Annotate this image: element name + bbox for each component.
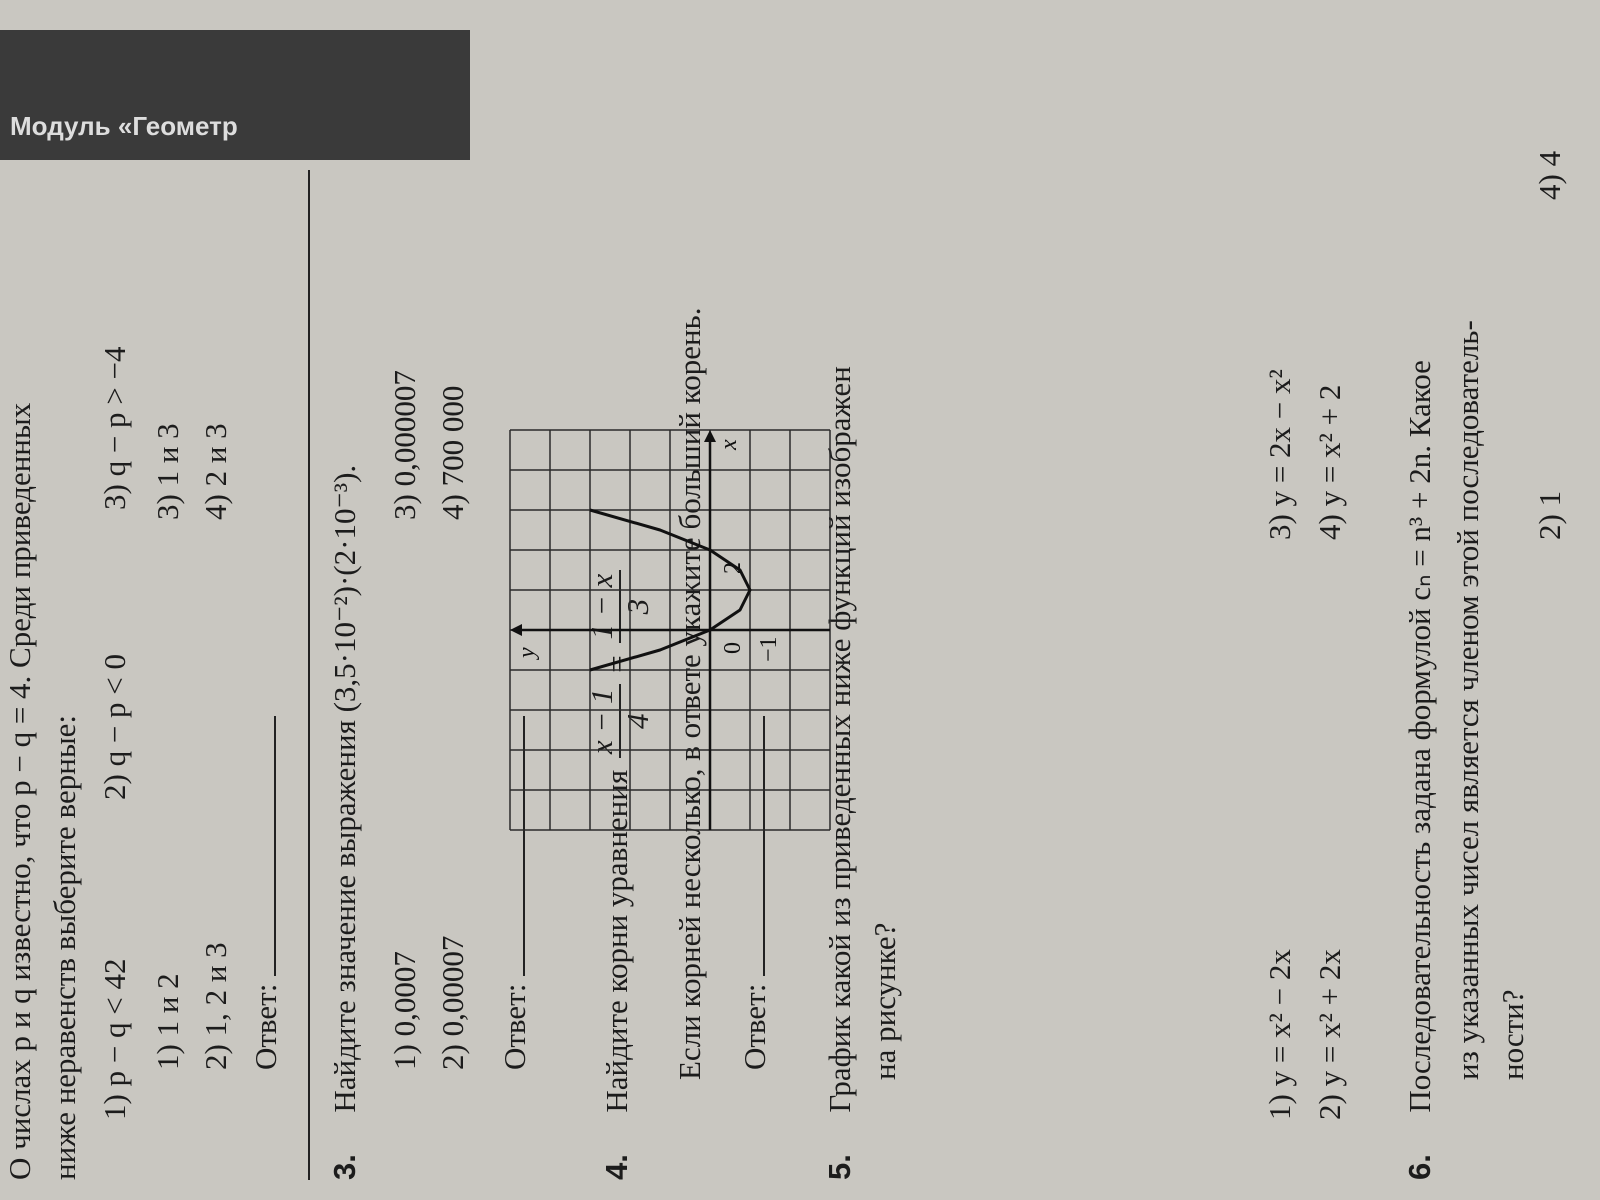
task3-option-4: 4) 700 000 xyxy=(435,385,470,520)
task2-option-1: 1) 1 и 2 xyxy=(150,973,185,1070)
task3-statement xyxy=(325,465,365,1180)
task2-option-3: 3) 1 и 3 xyxy=(150,423,185,520)
task6-number: 6. xyxy=(1402,1154,1437,1180)
y-axis-arrow xyxy=(510,624,522,636)
task5-number: 5. xyxy=(822,1154,857,1180)
task4-prompt: Найдите корни уравнения xyxy=(599,769,635,1113)
tick-label: 2 xyxy=(720,562,746,574)
denominator: 4 xyxy=(620,713,656,730)
task2-intro: О числах p и q известно, что p − q = 4. Среди приведенных xyxy=(2,402,37,1180)
divider xyxy=(308,170,310,1180)
task2-ineq-1: 1) p − q < 42 xyxy=(97,958,132,1120)
task2-ineq-2: 2) q − p < 0 xyxy=(97,653,132,800)
y-axis-label: y xyxy=(514,647,540,658)
task3-option-1: 1) 0,0007 xyxy=(387,951,422,1070)
task2-answer xyxy=(246,716,286,1070)
denominator: 3 xyxy=(620,598,656,615)
tick-label: 0 xyxy=(720,642,746,654)
answer-label: Ответ: xyxy=(497,983,532,1070)
answer-label: Ответ: xyxy=(248,983,283,1070)
task3-expression: (3,5·10⁻²)·(2·10⁻³). xyxy=(327,464,362,713)
tick-label: −1 xyxy=(756,636,782,662)
equals-sign: = xyxy=(599,655,635,673)
task2-ineq-3: 3) q − p > −4 xyxy=(97,346,132,510)
task6-prompt: Последовательность задана формулой cₙ = n³ + 2n. Какое xyxy=(1402,360,1437,1113)
numerator: x − 1 xyxy=(585,684,621,758)
task3-option-2: 2) 0,00007 xyxy=(435,935,470,1070)
task2-option-4: 4) 2 и 3 xyxy=(198,423,233,520)
task3-number: 3. xyxy=(327,1154,362,1180)
task6-prompt-3: ности? xyxy=(1495,989,1530,1080)
numerator: 1 − x xyxy=(585,570,621,644)
task5-prompt: График какой из приведенных ниже функций изображен xyxy=(822,366,857,1113)
task3-option-3: 3) 0,000007 xyxy=(387,370,422,520)
task6-prompt-2: из указанных чисел является членом этой последователь- xyxy=(1450,320,1485,1080)
task6-option-2: 2) 1 xyxy=(1532,490,1567,540)
task5-option-1: 1) y = x² − 2x xyxy=(1262,949,1297,1120)
module-banner-text: Модуль «Геометр xyxy=(10,111,238,141)
textbook-page xyxy=(0,30,1567,1200)
answer-label: Ответ: xyxy=(737,983,772,1070)
task5-prompt-2: на рисунке? xyxy=(867,922,902,1080)
task2-prompt: ниже неравенств выберите верные: xyxy=(47,714,82,1180)
task2-option-2: 2) 1, 2 и 3 xyxy=(198,942,233,1070)
task5-option-4: 4) y = x² + 2 xyxy=(1312,384,1347,540)
task5-option-3: 3) y = 2x − x² xyxy=(1262,369,1297,540)
task5-option-2: 2) y = x² + 2x xyxy=(1312,949,1347,1120)
task4-note: Если корней несколько, в ответе укажите больший корень. xyxy=(672,307,707,1080)
task4-number: 4. xyxy=(599,1154,635,1180)
task3-prompt: Найдите значение выражения xyxy=(327,720,362,1113)
x-axis-label: x xyxy=(716,439,742,450)
module-banner xyxy=(0,30,470,160)
answer-line[interactable] xyxy=(250,716,276,976)
task6-option-4: 4) 4 xyxy=(1532,150,1567,200)
task6-statement xyxy=(1400,360,1440,1180)
